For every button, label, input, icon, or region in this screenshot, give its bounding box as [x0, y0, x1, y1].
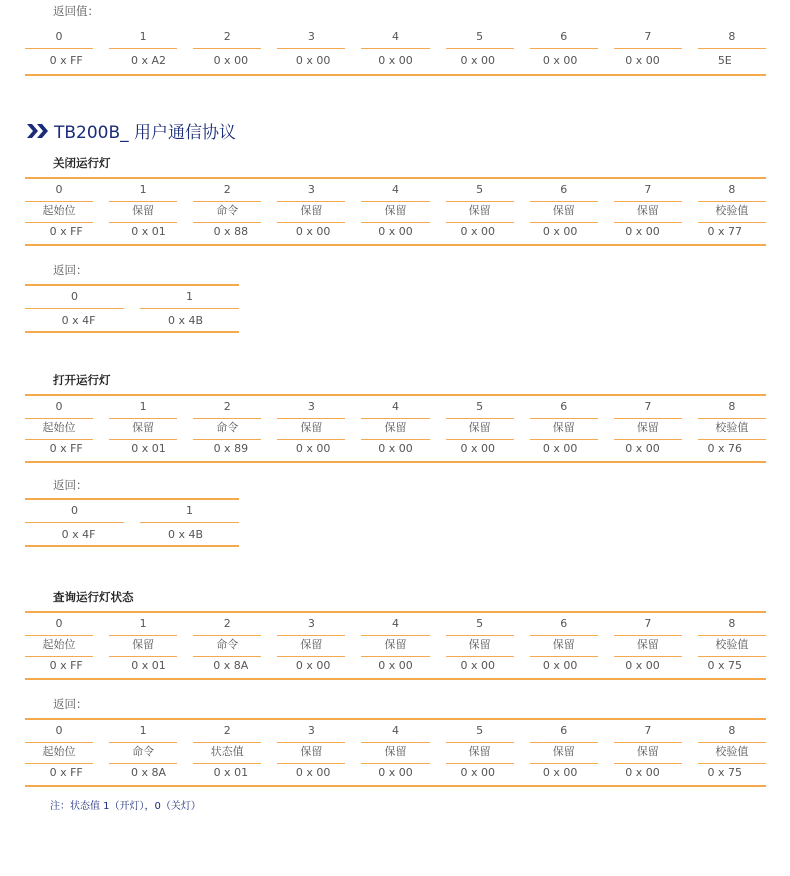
field-cell: 保留	[614, 635, 682, 657]
value-cell: 0 x FF	[49, 442, 83, 455]
header-cell: 3	[277, 721, 345, 743]
header-cell: 8	[698, 180, 766, 202]
value-cell: 0 x 00	[625, 442, 660, 455]
header-row	[25, 501, 239, 523]
value-cell: 0 x 00	[542, 442, 578, 455]
field-cell: 保留	[614, 742, 682, 764]
header-cell: 1	[109, 614, 177, 636]
field-row	[25, 201, 766, 223]
value-cell: 0 x 01	[131, 225, 166, 238]
field-cell: 保留	[361, 635, 429, 657]
table-bottom-line	[25, 545, 239, 547]
header-cell: 0	[25, 614, 93, 636]
value-cell: 0 x 00	[460, 442, 496, 455]
field-row	[25, 418, 766, 440]
header-cell: 1	[109, 397, 177, 419]
value-cell: 0 x 00	[542, 225, 578, 238]
header-cell: 0	[25, 287, 124, 309]
field-cell: 保留	[109, 635, 177, 657]
field-cell: 保留	[361, 742, 429, 764]
field-cell: 起始位	[25, 201, 93, 223]
field-cell: 保留	[109, 418, 177, 440]
header-cell: 7	[614, 614, 682, 636]
value-cell: 0 x 01	[131, 442, 166, 455]
table-top-line	[25, 611, 766, 613]
field-cell: 命令	[193, 201, 261, 223]
header-cell: 1	[109, 180, 177, 202]
value-cell: 0 x 75	[707, 766, 743, 779]
value-cell: 0 x 00	[625, 225, 660, 238]
value-cell: 0 x 00	[295, 54, 331, 67]
value-cell: 0 x 00	[625, 54, 660, 67]
value-row	[25, 656, 766, 678]
value-cell: 0 x 01	[213, 766, 249, 779]
query-light-return-table	[25, 718, 766, 788]
value-cell: 0 x 00	[378, 659, 413, 672]
field-cell: 保留	[277, 201, 345, 223]
field-cell: 校验值	[698, 635, 766, 657]
header-cell: 3	[277, 397, 345, 419]
header-cell: 4	[361, 397, 429, 419]
table-bottom-line	[25, 331, 239, 333]
page-title-text: TB200B_ 用户通信协议	[54, 123, 237, 143]
value-cell: 0 x 00	[378, 225, 413, 238]
value-cell: 0 x 00	[295, 766, 331, 779]
field-cell: 保留	[277, 418, 345, 440]
header-cell: 0	[25, 721, 93, 743]
header-cell: 6	[530, 180, 598, 202]
header-cell: 6	[530, 27, 598, 49]
value-cell: 0 x 00	[542, 766, 578, 779]
value-row	[25, 525, 239, 547]
value-cell: 0 x 4B	[167, 528, 204, 541]
field-cell: 保留	[530, 742, 598, 764]
value-cell: 0 x 00	[460, 766, 496, 779]
header-cell: 5	[446, 614, 514, 636]
field-cell: 保留	[277, 635, 345, 657]
field-cell: 保留	[446, 635, 514, 657]
header-cell: 3	[277, 180, 345, 202]
field-cell: 命令	[109, 742, 177, 764]
close-light-return-table	[25, 284, 239, 334]
header-cell: 4	[361, 614, 429, 636]
header-row	[25, 287, 239, 309]
value-cell: 0 x 00	[295, 659, 331, 672]
open-light-return-table	[25, 498, 239, 548]
header-cell: 4	[361, 180, 429, 202]
field-cell: 起始位	[25, 742, 93, 764]
page-title	[26, 118, 236, 143]
top-return-label: 返回值：	[53, 4, 99, 18]
open-light-return-label: 返回：	[53, 478, 88, 492]
table-bottom-line	[25, 74, 766, 76]
table-bottom-line	[25, 244, 766, 246]
top-return-table	[25, 27, 766, 77]
value-row	[25, 311, 239, 333]
header-cell: 8	[698, 397, 766, 419]
field-cell: 校验值	[698, 418, 766, 440]
value-cell: 0 x 76	[707, 442, 743, 455]
field-cell: 保留	[446, 742, 514, 764]
value-cell: 5E	[717, 54, 732, 67]
value-cell: 0 x 75	[707, 659, 743, 672]
close-light-heading: 关闭运行灯	[53, 156, 111, 170]
table-top-line	[25, 394, 766, 396]
header-row	[25, 397, 766, 419]
header-cell: 8	[698, 27, 766, 49]
value-cell: 0 x FF	[49, 225, 83, 238]
field-cell: 保留	[109, 201, 177, 223]
header-cell: 7	[614, 27, 682, 49]
query-light-return-label: 返回：	[53, 697, 88, 711]
table-bottom-line	[25, 461, 766, 463]
header-cell: 7	[614, 397, 682, 419]
header-cell: 2	[193, 614, 261, 636]
open-light-command-table	[25, 394, 766, 464]
field-row	[25, 635, 766, 657]
header-cell: 0	[25, 397, 93, 419]
close-light-command-table	[25, 177, 766, 247]
field-cell: 起始位	[25, 635, 93, 657]
value-cell: 0 x 8A	[213, 659, 249, 672]
value-cell: 0 x 01	[131, 659, 166, 672]
value-row	[25, 222, 766, 244]
header-cell: 2	[193, 27, 261, 49]
field-cell: 状态值	[193, 742, 261, 764]
field-cell: 起始位	[25, 418, 93, 440]
header-cell: 1	[140, 287, 239, 309]
header-cell: 6	[530, 397, 598, 419]
field-cell: 校验值	[698, 201, 766, 223]
field-cell: 保留	[446, 201, 514, 223]
value-cell: 0 x 00	[378, 54, 413, 67]
header-cell: 7	[614, 180, 682, 202]
header-cell: 4	[361, 27, 429, 49]
query-light-heading: 查询运行灯状态	[53, 590, 134, 604]
value-cell: 0 x 4B	[167, 314, 204, 327]
header-cell: 4	[361, 721, 429, 743]
field-cell: 保留	[530, 201, 598, 223]
value-cell: 0 x 89	[213, 442, 249, 455]
header-cell: 2	[193, 721, 261, 743]
open-light-heading: 打开运行灯	[53, 373, 111, 387]
value-cell: 0 x 4F	[61, 314, 96, 327]
header-cell: 5	[446, 721, 514, 743]
header-row	[25, 614, 766, 636]
header-cell: 5	[446, 180, 514, 202]
table-bottom-line	[25, 785, 766, 787]
field-cell: 保留	[361, 418, 429, 440]
value-cell: 0 x FF	[49, 54, 83, 67]
header-cell: 5	[446, 27, 514, 49]
value-cell: 0 x 00	[460, 659, 496, 672]
field-cell: 保留	[446, 418, 514, 440]
header-cell: 2	[193, 180, 261, 202]
table-top-line	[25, 284, 239, 286]
header-cell: 8	[698, 614, 766, 636]
field-cell: 保留	[530, 635, 598, 657]
value-cell: 0 x 00	[542, 659, 578, 672]
value-cell: 0 x 00	[378, 442, 413, 455]
field-cell: 命令	[193, 418, 261, 440]
field-cell: 保留	[277, 742, 345, 764]
table-top-line	[25, 177, 766, 179]
value-cell: 0 x 77	[707, 225, 743, 238]
table-bottom-line	[25, 678, 766, 680]
header-cell: 6	[530, 721, 598, 743]
field-cell: 校验值	[698, 742, 766, 764]
value-cell: 0 x 00	[460, 225, 496, 238]
header-row	[25, 180, 766, 202]
double-chevron-icon	[26, 121, 50, 141]
field-cell: 保留	[530, 418, 598, 440]
header-cell: 8	[698, 721, 766, 743]
header-row	[25, 27, 766, 49]
value-cell: 0 x 4F	[61, 528, 96, 541]
value-cell: 0 x FF	[49, 659, 83, 672]
value-cell: 0 x 00	[542, 54, 578, 67]
field-cell: 保留	[361, 201, 429, 223]
header-cell: 0	[25, 180, 93, 202]
table-top-line	[25, 498, 239, 500]
field-cell: 保留	[614, 201, 682, 223]
header-cell: 3	[277, 27, 345, 49]
header-cell: 1	[109, 27, 177, 49]
value-cell: 0 x 00	[213, 54, 249, 67]
header-cell: 0	[25, 501, 124, 523]
value-row	[25, 51, 766, 73]
value-cell: 0 x 00	[460, 54, 496, 67]
field-cell: 保留	[614, 418, 682, 440]
value-cell: 0 x FF	[49, 766, 83, 779]
value-cell: 0 x 00	[378, 766, 413, 779]
value-cell: 0 x 00	[625, 659, 660, 672]
header-cell: 7	[614, 721, 682, 743]
value-cell: 0 x A2	[130, 54, 166, 67]
header-row	[25, 721, 766, 743]
value-cell: 0 x 00	[295, 442, 331, 455]
header-cell: 3	[277, 614, 345, 636]
query-light-command-table	[25, 611, 766, 681]
table-top-line	[25, 718, 766, 720]
header-cell: 1	[140, 501, 239, 523]
value-cell: 0 x 8A	[130, 766, 166, 779]
status-note: 注：状态值 1（开灯），0（关灯）	[50, 801, 201, 812]
header-cell: 2	[193, 397, 261, 419]
close-light-return-label: 返回：	[53, 263, 88, 277]
value-cell: 0 x 00	[295, 225, 331, 238]
field-row	[25, 742, 766, 764]
header-cell: 6	[530, 614, 598, 636]
value-row	[25, 439, 766, 461]
value-row	[25, 763, 766, 785]
value-cell: 0 x 88	[213, 225, 249, 238]
value-cell: 0 x 00	[625, 766, 660, 779]
field-cell: 命令	[193, 635, 261, 657]
header-cell: 5	[446, 397, 514, 419]
header-cell: 0	[25, 27, 93, 49]
header-cell: 1	[109, 721, 177, 743]
